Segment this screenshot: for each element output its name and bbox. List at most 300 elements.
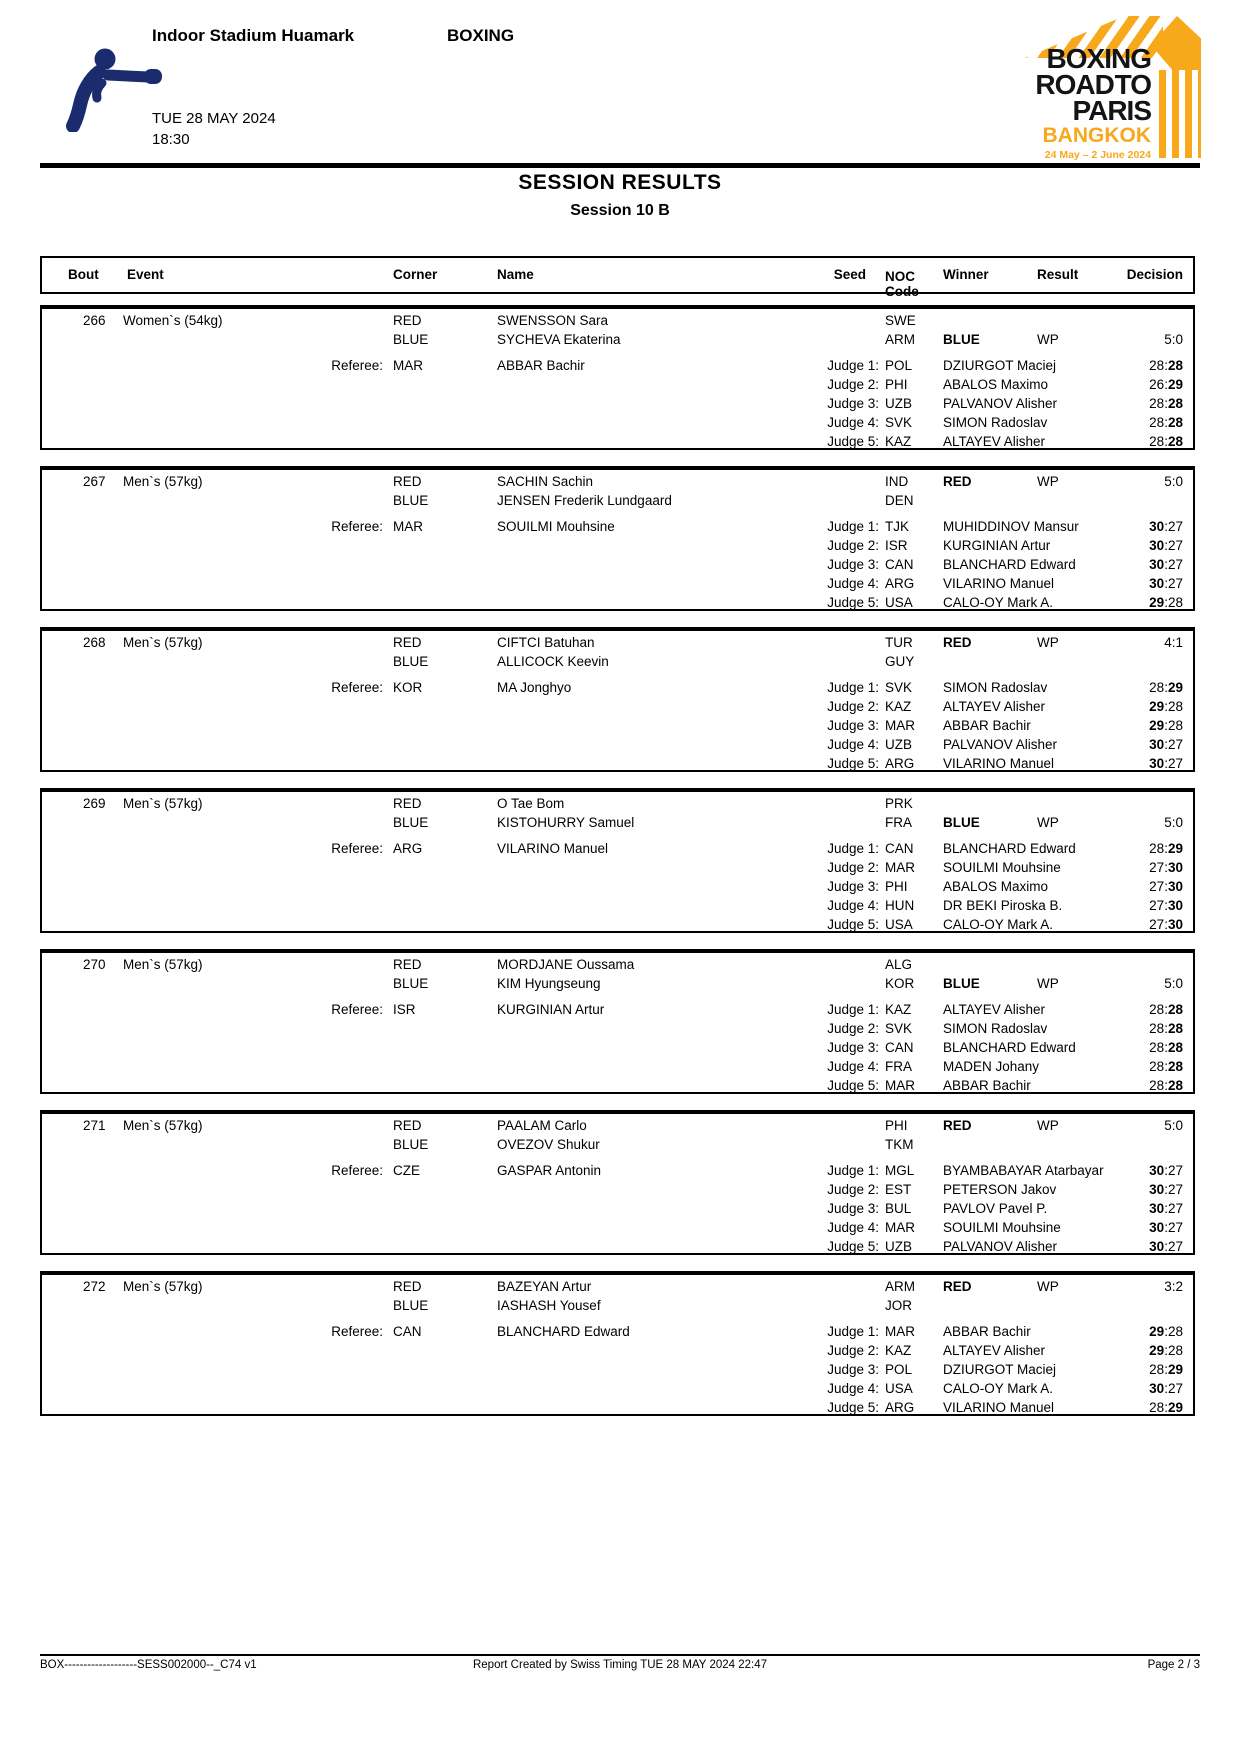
judge-name: BYAMBABAYAR Atarbayar — [943, 1163, 1104, 1178]
officials-row — [42, 896, 1193, 915]
row-spacer — [42, 510, 1193, 517]
judge-label: Judge 1: — [827, 1002, 879, 1017]
judge-name: MADEN Johany — [943, 1059, 1040, 1074]
bout-row-blue — [42, 1296, 1193, 1315]
bout-number: 271 — [83, 1118, 106, 1133]
judge-score-blue: 28 — [1167, 595, 1183, 610]
judge-score-red: 28 — [1149, 396, 1165, 411]
corner-label-red: RED — [393, 1279, 422, 1294]
judge-name: PALVANOV Alisher — [943, 396, 1058, 411]
judge-score-blue: 27 — [1167, 1163, 1183, 1178]
noc-code-blue: FRA — [885, 815, 912, 830]
judge-score-red: 28 — [1149, 1040, 1165, 1055]
judge-label: Judge 1: — [827, 1324, 879, 1339]
judge-score: 28:28 — [1149, 1059, 1183, 1074]
judge-noc: MGL — [885, 1163, 915, 1178]
winner-label: BLUE — [943, 815, 980, 830]
judge-score: 28:28 — [1149, 1078, 1183, 1093]
event-name: Men`s (57kg) — [123, 1279, 203, 1294]
referee-name: MA Jonghyo — [497, 680, 572, 695]
judge-name: ABALOS Maximo — [943, 377, 1049, 392]
bout-row-red — [42, 472, 1193, 491]
referee-name: BLANCHARD Edward — [497, 1324, 630, 1339]
officials-row — [42, 1038, 1193, 1057]
judge-score: 28:29 — [1149, 1362, 1183, 1377]
judge-name: CALO-OY Mark A. — [943, 917, 1054, 932]
judge-score-red: 27 — [1149, 917, 1165, 932]
judge-noc: TJK — [885, 519, 910, 534]
row-spacer — [42, 832, 1193, 839]
judge-name: PETERSON Jakov — [943, 1182, 1057, 1197]
judge-score: 27:30 — [1149, 917, 1183, 932]
judge-score-blue: 27 — [1167, 576, 1183, 591]
judge-noc: ARG — [885, 1400, 915, 1415]
judge-score-blue: 28 — [1167, 434, 1183, 449]
judge-noc: PHI — [885, 377, 908, 392]
judge-label: Judge 3: — [827, 557, 879, 572]
winner-label: RED — [943, 635, 972, 650]
judge-noc: KAZ — [885, 1343, 912, 1358]
judge-score-blue: 28 — [1167, 699, 1183, 714]
judge-score-blue: 28 — [1167, 415, 1183, 430]
boxer-name-red: PAALAM Carlo — [497, 1118, 587, 1133]
bout-row-blue — [42, 974, 1193, 993]
col-decision: Decision — [1126, 267, 1183, 282]
event-logo — [915, 12, 1207, 160]
judge-score: 30:27 — [1149, 538, 1183, 553]
judge-score-red: 30 — [1149, 557, 1165, 572]
judge-score-blue: 28 — [1167, 1343, 1183, 1358]
officials-row — [42, 394, 1193, 413]
bout-section-268 — [40, 627, 1195, 772]
judge-score-red: 28 — [1149, 1021, 1165, 1036]
referee-noc: MAR — [393, 519, 423, 534]
row-spacer — [42, 1315, 1193, 1322]
referee-label: Referee: — [331, 1163, 383, 1178]
boxer-name-blue: JENSEN Frederik Lundgaard — [497, 493, 672, 508]
judge-name: ALTAYEV Alisher — [943, 1343, 1046, 1358]
judge-noc: CAN — [885, 557, 914, 572]
bout-row-blue — [42, 652, 1193, 671]
judge-noc: ARG — [885, 756, 915, 771]
judge-label: Judge 4: — [827, 898, 879, 913]
referee-label: Referee: — [331, 358, 383, 373]
judge-noc: MAR — [885, 1078, 915, 1093]
judge-label: Judge 4: — [827, 1381, 879, 1396]
judge-score-red: 28 — [1149, 841, 1165, 856]
judge-name: ABBAR Bachir — [943, 718, 1031, 733]
judge-score-red: 29 — [1149, 699, 1165, 714]
officials-row — [42, 356, 1193, 375]
judge-name: VILARINO Manuel — [943, 1400, 1055, 1415]
session-date: TUE 28 MAY 2024 — [152, 110, 276, 127]
judge-score-red: 28 — [1149, 434, 1165, 449]
judge-score: 30:27 — [1149, 576, 1183, 591]
judge-score: 28:29 — [1149, 1400, 1183, 1415]
bout-row-red — [42, 794, 1193, 813]
bout-section-267 — [40, 466, 1195, 611]
officials-row — [42, 555, 1193, 574]
judge-score-red: 28 — [1149, 680, 1165, 695]
judge-name: ABALOS Maximo — [943, 879, 1049, 894]
judge-name: VILARINO Manuel — [943, 756, 1055, 771]
officials-row — [42, 536, 1193, 555]
officials-row — [42, 1218, 1193, 1237]
judge-score: 29:28 — [1149, 699, 1183, 714]
judge-name: KURGINIAN Artur — [943, 538, 1051, 553]
judge-score-blue: 27 — [1167, 737, 1183, 752]
judge-label: Judge 4: — [827, 576, 879, 591]
judge-name: PALVANOV Alisher — [943, 1239, 1058, 1254]
judge-name: MUHIDDINOV Mansur — [943, 519, 1079, 534]
boxer-name-blue: IASHASH Yousef — [497, 1298, 601, 1313]
judge-score-red: 30 — [1149, 538, 1165, 553]
referee-label: Referee: — [331, 519, 383, 534]
logo-vertical-stripes — [1159, 70, 1201, 158]
corner-label-blue: BLUE — [393, 1298, 429, 1313]
judge-label: Judge 2: — [827, 699, 879, 714]
referee-noc: ISR — [393, 1002, 416, 1017]
judge-name: CALO-OY Mark A. — [943, 1381, 1054, 1396]
referee-name: GASPAR Antonin — [497, 1163, 602, 1178]
judge-noc: CAN — [885, 1040, 914, 1055]
judge-score: 30:27 — [1149, 557, 1183, 572]
bout-number: 270 — [83, 957, 106, 972]
officials-row — [42, 1019, 1193, 1038]
winner-label: RED — [943, 1279, 972, 1294]
judge-label: Judge 1: — [827, 680, 879, 695]
judge-score-red: 29 — [1149, 595, 1165, 610]
noc-code-red: IND — [885, 474, 909, 489]
judge-label: Judge 2: — [827, 1343, 879, 1358]
logo-text — [1035, 43, 1151, 162]
page-title: SESSION RESULTS — [518, 171, 722, 194]
officials-row — [42, 1398, 1193, 1417]
judge-label: Judge 2: — [827, 1182, 879, 1197]
row-spacer — [42, 671, 1193, 678]
result-value: WP — [1037, 635, 1059, 650]
judge-name: PALVANOV Alisher — [943, 737, 1058, 752]
result-value: WP — [1037, 474, 1059, 489]
judge-noc: USA — [885, 1381, 913, 1396]
judge-noc: ISR — [885, 538, 908, 553]
judge-score: 28:28 — [1149, 1021, 1183, 1036]
session-time: 18:30 — [152, 131, 190, 148]
noc-code-blue: JOR — [885, 1298, 912, 1313]
corner-label-blue: BLUE — [393, 976, 429, 991]
judge-score: 29:28 — [1149, 718, 1183, 733]
judge-score: 30:27 — [1149, 519, 1183, 534]
judge-label: Judge 3: — [827, 1040, 879, 1055]
result-value: WP — [1037, 332, 1059, 347]
officials-row — [42, 915, 1193, 934]
judge-score: 27:30 — [1149, 898, 1183, 913]
judge-score-red: 27 — [1149, 860, 1165, 875]
judge-score-red: 27 — [1149, 879, 1165, 894]
page-subtitle: Session 10 B — [570, 202, 670, 219]
bout-number: 269 — [83, 796, 106, 811]
officials-row — [42, 1322, 1193, 1341]
judge-label: Judge 1: — [827, 841, 879, 856]
judge-label: Judge 5: — [827, 1400, 879, 1415]
boxer-name-red: O Tae Bom — [497, 796, 565, 811]
officials-row — [42, 877, 1193, 896]
judge-noc: MAR — [885, 1324, 915, 1339]
officials-row — [42, 1360, 1193, 1379]
bout-section-269 — [40, 788, 1195, 933]
bout-row-blue — [42, 813, 1193, 832]
sport-title: BOXING — [447, 26, 515, 45]
judge-name: CALO-OY Mark A. — [943, 595, 1054, 610]
row-spacer — [42, 1154, 1193, 1161]
noc-code-red: PHI — [885, 1118, 908, 1133]
decision-value: 3:2 — [1164, 1279, 1183, 1294]
judge-score-red: 30 — [1149, 1182, 1165, 1197]
row-spacer — [42, 349, 1193, 356]
corner-label-blue: BLUE — [393, 815, 429, 830]
officials-row — [42, 858, 1193, 877]
judge-noc: UZB — [885, 1239, 912, 1254]
noc-code-blue: TKM — [885, 1137, 914, 1152]
officials-row — [42, 754, 1193, 773]
bout-row-blue — [42, 491, 1193, 510]
judge-label: Judge 3: — [827, 1201, 879, 1216]
judge-score-blue: 28 — [1167, 358, 1183, 373]
judge-score-blue: 29 — [1167, 1362, 1183, 1377]
judge-label: Judge 3: — [827, 718, 879, 733]
decision-value: 5:0 — [1164, 815, 1183, 830]
judge-label: Judge 5: — [827, 434, 879, 449]
officials-row — [42, 593, 1193, 612]
judge-noc: EST — [885, 1182, 912, 1197]
judge-score: 28:28 — [1149, 1002, 1183, 1017]
bout-row-red — [42, 311, 1193, 330]
judge-score-red: 28 — [1149, 1362, 1165, 1377]
judge-name: ALTAYEV Alisher — [943, 1002, 1046, 1017]
judge-label: Judge 5: — [827, 1239, 879, 1254]
footer-created-by: Report Created by Swiss Timing TUE 28 MAY 2024 22:47 — [472, 1659, 768, 1671]
bout-section-271 — [40, 1110, 1195, 1255]
judge-noc: UZB — [885, 737, 912, 752]
judge-label: Judge 4: — [827, 415, 879, 430]
noc-code-red: SWE — [885, 313, 916, 328]
judge-score: 29:28 — [1149, 1343, 1183, 1358]
officials-row — [42, 574, 1193, 593]
logo-dates: 24 May – 2 June 2024 — [1044, 149, 1151, 161]
judge-noc: USA — [885, 595, 913, 610]
judge-name: BLANCHARD Edward — [943, 557, 1076, 572]
judge-score-blue: 30 — [1167, 860, 1183, 875]
boxer-name-blue: KISTOHURRY Samuel — [497, 815, 635, 830]
corner-label-blue: BLUE — [393, 332, 429, 347]
judge-name: BLANCHARD Edward — [943, 841, 1076, 856]
col-event: Event — [127, 267, 164, 282]
bout-section-272 — [40, 1271, 1195, 1416]
judge-score-red: 30 — [1149, 737, 1165, 752]
judge-label: Judge 3: — [827, 396, 879, 411]
judge-score-red: 28 — [1149, 1400, 1165, 1415]
corner-label-red: RED — [393, 474, 422, 489]
bouts-container — [40, 305, 1195, 1432]
corner-label-red: RED — [393, 796, 422, 811]
judge-score: 28:29 — [1149, 680, 1183, 695]
corner-label-red: RED — [393, 313, 422, 328]
corner-label-red: RED — [393, 957, 422, 972]
event-name: Men`s (57kg) — [123, 957, 203, 972]
judge-score: 28:28 — [1149, 1040, 1183, 1055]
logo-line-1: BOXING — [1046, 43, 1151, 74]
judge-score-blue: 27 — [1167, 1182, 1183, 1197]
judge-score-red: 30 — [1149, 1381, 1165, 1396]
bout-row-blue — [42, 1135, 1193, 1154]
judge-score-blue: 27 — [1167, 1381, 1183, 1396]
judge-score: 28:28 — [1149, 396, 1183, 411]
noc-code-blue: ARM — [885, 332, 915, 347]
judge-noc: KAZ — [885, 434, 912, 449]
judge-score: 29:28 — [1149, 595, 1183, 610]
judge-score-red: 28 — [1149, 1002, 1165, 1017]
judge-score: 30:27 — [1149, 1239, 1183, 1254]
judge-score-red: 30 — [1149, 1163, 1165, 1178]
venue-title: Indoor Stadium Huamark — [152, 26, 355, 45]
judge-score: 27:30 — [1149, 879, 1183, 894]
judge-noc: POL — [885, 358, 913, 373]
result-value: WP — [1037, 1279, 1059, 1294]
noc-code-red: ALG — [885, 957, 913, 972]
judge-score-red: 29 — [1149, 1324, 1165, 1339]
judge-score-red: 28 — [1149, 358, 1165, 373]
judge-noc: BUL — [885, 1201, 912, 1216]
boxer-name-blue: SYCHEVA Ekaterina — [497, 332, 621, 347]
judge-name: PAVLOV Pavel P. — [943, 1201, 1048, 1216]
event-name: Men`s (57kg) — [123, 1118, 203, 1133]
bout-number: 267 — [83, 474, 106, 489]
col-winner: Winner — [943, 267, 989, 282]
bout-section-266 — [40, 305, 1195, 450]
judge-noc: SVK — [885, 680, 913, 695]
referee-noc: MAR — [393, 358, 423, 373]
judge-score: 27:30 — [1149, 860, 1183, 875]
noc-code-blue: GUY — [885, 654, 915, 669]
winner-label: BLUE — [943, 976, 980, 991]
judge-name: ABBAR Bachir — [943, 1324, 1031, 1339]
judge-noc: MAR — [885, 860, 915, 875]
decision-value: 4:1 — [1164, 635, 1183, 650]
footer-page-number: Page 2 / 3 — [1147, 1659, 1200, 1671]
col-bout: Bout — [68, 267, 99, 282]
event-name: Women`s (54kg) — [123, 313, 223, 328]
decision-value: 5:0 — [1164, 1118, 1183, 1133]
judge-score-blue: 27 — [1167, 538, 1183, 553]
judge-score-blue: 29 — [1167, 841, 1183, 856]
judge-score-red: 30 — [1149, 519, 1165, 534]
referee-name: SOUILMI Mouhsine — [497, 519, 615, 534]
referee-label: Referee: — [331, 1324, 383, 1339]
officials-row — [42, 1199, 1193, 1218]
officials-row — [42, 1180, 1193, 1199]
referee-label: Referee: — [331, 1002, 383, 1017]
referee-name: KURGINIAN Artur — [497, 1002, 605, 1017]
officials-row — [42, 697, 1193, 716]
judge-name: SOUILMI Mouhsine — [943, 1220, 1061, 1235]
judge-name: ALTAYEV Alisher — [943, 699, 1046, 714]
judge-noc: SVK — [885, 415, 913, 430]
judge-score: 28:29 — [1149, 841, 1183, 856]
judge-noc: FRA — [885, 1059, 912, 1074]
winner-label: RED — [943, 474, 972, 489]
event-name: Men`s (57kg) — [123, 635, 203, 650]
judge-score-blue: 30 — [1167, 898, 1183, 913]
bout-row-red — [42, 1116, 1193, 1135]
judge-label: Judge 1: — [827, 358, 879, 373]
officials-row — [42, 1076, 1193, 1095]
officials-row — [42, 517, 1193, 536]
logo-line-2: ROAD TO — [1035, 69, 1151, 100]
judge-score: 28:28 — [1149, 434, 1183, 449]
table-header: Bout Event Corner Name Seed NOC Code Winner Result Decision — [40, 256, 1195, 294]
decision-value: 5:0 — [1164, 474, 1183, 489]
judge-score: 30:27 — [1149, 1220, 1183, 1235]
referee-noc: CAN — [393, 1324, 422, 1339]
judge-name: ABBAR Bachir — [943, 1078, 1031, 1093]
judge-score: 30:27 — [1149, 737, 1183, 752]
boxer-name-blue: KIM Hyungseung — [497, 976, 601, 991]
judge-score-red: 26 — [1149, 377, 1165, 392]
winner-label: RED — [943, 1118, 972, 1133]
judge-name: SIMON Radoslav — [943, 1021, 1048, 1036]
col-name: Name — [497, 267, 534, 282]
footer-rule — [40, 1654, 1200, 1656]
judge-score-red: 30 — [1149, 1239, 1165, 1254]
boxer-name-red: SACHIN Sachin — [497, 474, 594, 489]
judge-noc: KAZ — [885, 699, 912, 714]
judge-score-blue: 29 — [1167, 377, 1183, 392]
bout-row-red — [42, 955, 1193, 974]
judge-label: Judge 5: — [827, 917, 879, 932]
officials-row — [42, 1000, 1193, 1019]
logo-city: BANGKOK — [1042, 124, 1151, 147]
judge-label: Judge 3: — [827, 879, 879, 894]
judge-score: 29:28 — [1149, 1324, 1183, 1339]
officials-row — [42, 678, 1193, 697]
judge-label: Judge 3: — [827, 1362, 879, 1377]
judge-noc: UZB — [885, 396, 912, 411]
judge-score-blue: 27 — [1167, 1220, 1183, 1235]
referee-noc: CZE — [393, 1163, 420, 1178]
winner-label: BLUE — [943, 332, 980, 347]
officials-row — [42, 839, 1193, 858]
judge-label: Judge 2: — [827, 1021, 879, 1036]
bout-section-270 — [40, 949, 1195, 1094]
judge-score-red: 30 — [1149, 576, 1165, 591]
judge-score-blue: 30 — [1167, 917, 1183, 932]
col-result: Result — [1037, 267, 1079, 282]
judge-noc: MAR — [885, 1220, 915, 1235]
referee-name: VILARINO Manuel — [497, 841, 609, 856]
judge-score-blue: 27 — [1167, 1239, 1183, 1254]
judge-score-red: 28 — [1149, 1078, 1165, 1093]
judge-score-blue: 28 — [1167, 1059, 1183, 1074]
officials-row — [42, 1341, 1193, 1360]
result-value: WP — [1037, 1118, 1059, 1133]
judge-name: BLANCHARD Edward — [943, 1040, 1076, 1055]
noc-code-blue: KOR — [885, 976, 915, 991]
row-spacer — [42, 993, 1193, 1000]
judge-score: 30:27 — [1149, 1182, 1183, 1197]
officials-row — [42, 413, 1193, 432]
officials-row — [42, 1237, 1193, 1256]
judge-label: Judge 4: — [827, 1220, 879, 1235]
